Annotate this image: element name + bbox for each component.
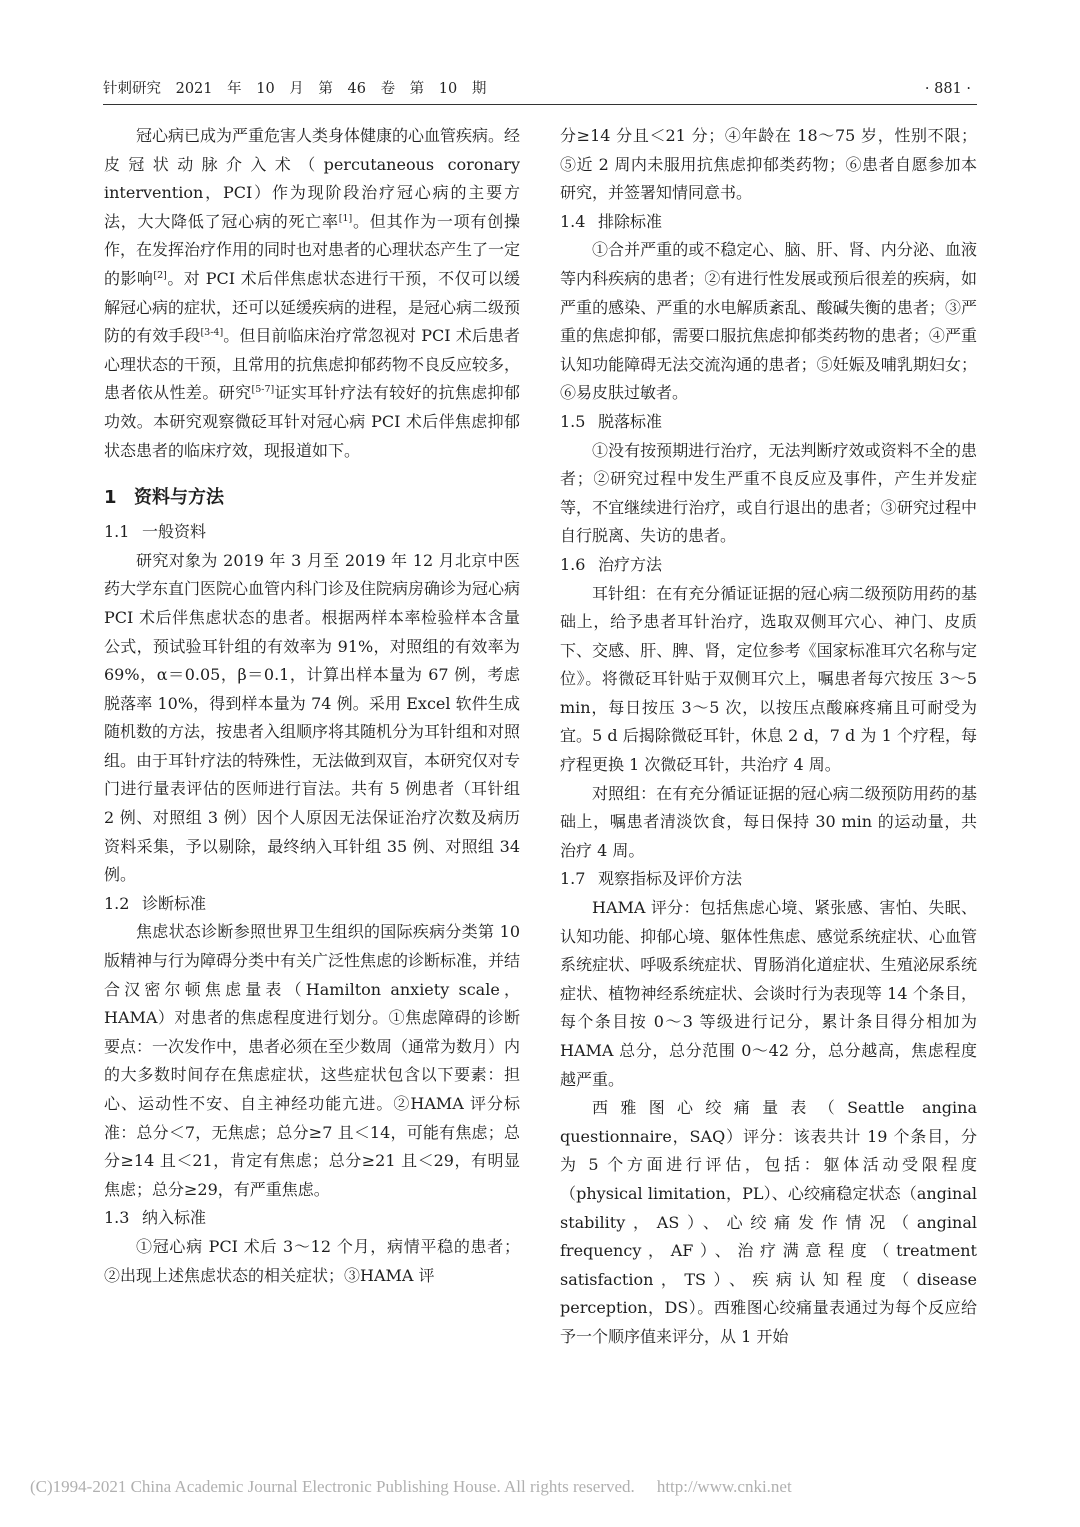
intro-text-4: 。但目前临床治疗常忽视对 PCI 术后患者心理状态的干预，且常用的抗焦虑抑郁药物不良反应较多，患者依从性差。研究 xyxy=(104,326,521,403)
intro-text-3: 。对 PCI 术后伴焦虑状态进行干预，不仅可以缓解冠心病的症状，还可以延缓疾病的进程，是冠心病二级预防的有效手段 xyxy=(104,268,521,346)
subsection-1-2-text: 焦虑状态诊断参照世界卫生组织的国际疾病分类第 10 版精神与行为障碍分类中有关广泛性焦虑的诊断标准，并结合汉密尔顿焦虑量表（Hamilton anxiety scale，HAMA）对患者的焦虑程度进行划分。①焦虑障碍的诊断要点：一次发作中，患者必须在至少数周（通常为数月）内的大多数时间存在焦虑症状，这些症状包含以下要素：担心、运动性不安、自主神经功能亢进。②HAMA 评分标准：总分＜7，无焦虑；总分≥7 且＜14，可能有焦虑；总分≥14 且＜21，肯定有焦虑；总分≥21 且＜29，有明显焦虑；总分≥29，有严重焦虑。 xyxy=(104,922,521,1199)
subsection-1-7-text-hama: HAMA 评分：包括焦虑心境、紧张感、害怕、失眠、认知功能、抑郁心境、躯体性焦虑、感觉系统症状、心血管系统症状、呼吸系统症状、胃肠消化道症状、生殖泌尿系统症状、植物神经系统症状、会谈时行为表现等 14 个条目，每个条目按 0～3 等级进行记分，累计条目得分相加为 HAMA 总分，总分范围 0～42 分，总分越高，焦虑程度越严重。 xyxy=(560,898,977,1089)
subsection-1-5-text: ①没有按预期进行治疗，无法判断疗效或资料不全的患者；②研究过程中发生严重不良反应及事件，产生并发症等，不宜继续进行治疗，或自行退出的患者；③研究过程中自行脱离、失访的患者。 xyxy=(560,440,977,546)
subsection-1-6-heading xyxy=(560,551,977,580)
subsection-1-1-text: 研究对象为 2019 年 3 月至 2019 年 12 月北京中医药大学东直门医院心血管内科门诊及住院病房确诊为冠心病 PCI 术后伴焦虑状态的患者。根据两样本率检验样本含量公式，预试验耳针组的有效率为 91%，对照组的有效率为 69%，α＝0.05，β＝0.1，计算出样本量为 67 例，考虑脱落率 10%，得到样本量为 74 例。采用 Excel 软件生成随机数的方法，按患者入组顺序将其随机分为耳针组和对照组。由于耳针疗法的特殊性，无法做到双盲，本研究仅对专门进行量表评估的医师进行盲法。共有 5 例患者（耳针组 2 例、对照组 3 例）因个人原因无法保证治疗次数及病历资料采集，予以剔除，最终纳入耳针组 35 例、对照组 34 例。 xyxy=(104,550,521,885)
citation-1: [1] xyxy=(338,212,353,224)
section-1-number: 1 xyxy=(104,487,117,509)
subsection-number: 1.3 xyxy=(104,1208,130,1228)
subsection-number: 1.1 xyxy=(104,522,130,542)
subsection-title: 治疗方法 xyxy=(598,554,663,574)
subsection-1-7-heading xyxy=(560,865,977,894)
citation-4: [5-7] xyxy=(251,384,275,396)
intro-paragraph xyxy=(104,122,520,465)
subsection-1-6-text-control: 对照组：在有充分循证证据的冠心病二级预防用药的基础上，嘱患者清淡饮食，每日保持 30 min 的运动量，共治疗 4 周。 xyxy=(560,783,977,860)
section-1-heading xyxy=(104,483,520,513)
subsection-1-7-text-saq: 西雅图心绞痛量表（Seattle angina questionnaire，SAQ）评分：该表共计 19 个条目，分为 5 个方面进行评估，包括：躯体活动受限程度（physical limitation，PL）、心绞痛稳定状态（anginal stability，AS）、心绞痛发作情况（anginal frequency，AF）、治疗满意程度（treatment satisfaction，TS）、疾病认知程度（disease perception，DS）。西雅图心绞痛量表通过为每个反应给予一个顺序值来评分，从 1 开始 xyxy=(560,1098,977,1346)
subsection-number: 1.4 xyxy=(560,211,586,231)
header-rule xyxy=(103,104,977,105)
subsection-1-2-heading xyxy=(104,890,520,919)
subsection-1-4-text: ①合并严重的或不稳定心、脑、肝、肾、内分泌、血液等内科疾病的患者；②有进行性发展或预后很差的疾病，如严重的感染、严重的水电解质紊乱、酸碱失衡的患者；③严重的焦虑抑郁，需要口服抗焦虑抑郁类药物的患者；④严重认知功能障碍无法交流沟通的患者；⑤妊娠及哺乳期妇女；⑥易皮肤过敏者。 xyxy=(560,240,977,403)
subsection-number: 1.5 xyxy=(560,411,586,431)
right-column xyxy=(560,122,977,1352)
subsection-1-4-heading xyxy=(560,208,977,237)
intro-text-2: 。但其作为一项有创操作，在发挥治疗作用的同时也对患者的心理状态产生了一定的影响 xyxy=(104,211,521,288)
subsection-title: 观察指标及评价方法 xyxy=(598,869,743,889)
citation-3: [3-4] xyxy=(200,327,224,339)
intro-text-5: 证实耳针疗法有较好的抗焦虑抑郁功效。本研究观察微砭耳针对冠心病 PCI 术后伴焦虑抑郁状态患者的临床疗效，现报道如下。 xyxy=(104,383,520,460)
subsection-title: 诊断标准 xyxy=(142,893,207,913)
citation-2: [2] xyxy=(153,269,167,281)
subsection-number: 1.7 xyxy=(560,869,586,889)
subsection-1-5-heading xyxy=(560,408,977,437)
subsection-1-3-continued: 分≥14 分且＜21 分；④年龄在 18～75 岁，性别不限；⑤近 2 周内未服用抗焦虑抑郁类药物；⑥患者自愿参加本研究，并签署知情同意书。 xyxy=(560,126,977,203)
subsection-1-1-heading xyxy=(104,518,520,547)
running-header xyxy=(103,76,977,102)
subsection-title: 纳入标准 xyxy=(142,1208,207,1228)
section-1-title: 资料与方法 xyxy=(134,487,224,509)
intro-text-1: 冠心病已成为严重危害人类身体健康的心血管疾病。经皮冠状动脉介入术（percutaneous coronary intervention，PCI）作为现阶段治疗冠心病的主要方法，大大降低了冠心病的死亡率 xyxy=(104,126,521,231)
subsection-title: 一般资料 xyxy=(142,522,207,542)
subsection-title: 排除标准 xyxy=(598,211,663,231)
subsection-1-3-heading xyxy=(104,1204,520,1233)
subsection-1-6-text-ear-needle: 耳针组：在有充分循证证据的冠心病二级预防用药的基础上，给予患者耳针治疗，选取双侧耳穴心、神门、皮质下、交感、肝、脾、肾，定位参考《国家标准耳穴名称与定位》。将微砭耳针贴于双侧耳穴上，嘱患者每穴按压 3～5 min，每日按压 3～5 次，以按压点酸麻疼痛且可耐受为宜。5 d 后揭除微砭耳针，休息 2 d，7 d 为 1 个疗程，每疗程更换 1 次微砭耳针，共治疗 4 周。 xyxy=(560,583,977,775)
subsection-1-3-text: ①冠心病 PCI 术后 3～12 个月，病情平稳的患者；②出现上述焦虑状态的相关症状；③HAMA 评 xyxy=(104,1236,520,1285)
page-number: · 881 · xyxy=(924,81,971,97)
copyright-text: (C)1994-2021 China Academic Journal Electronic Publishing House. All rights reserved. xyxy=(30,1477,635,1496)
journal-info: 针刺研究 2021 年 10 月 第 46 卷 第 10 期 xyxy=(103,81,487,97)
copyright-footer xyxy=(30,1474,1050,1500)
subsection-number: 1.2 xyxy=(104,893,130,913)
subsection-number: 1.6 xyxy=(560,554,586,574)
left-column xyxy=(104,122,520,1290)
subsection-title: 脱落标准 xyxy=(598,411,663,431)
footer-url: http://www.cnki.net xyxy=(656,1477,792,1496)
